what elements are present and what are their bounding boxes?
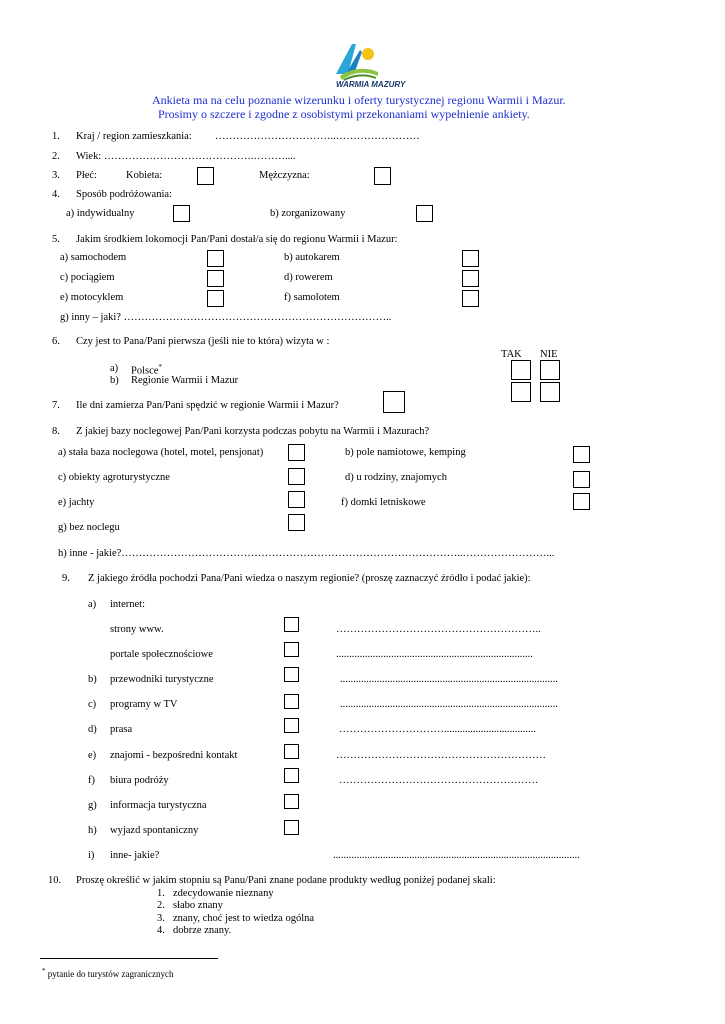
- q9-www-checkbox[interactable]: [284, 617, 299, 632]
- q3-male-label: Mężczyzna:: [259, 170, 310, 181]
- q9-item-marker: d): [88, 724, 97, 735]
- q5-option-a: a) samochodem: [60, 252, 127, 263]
- q9-item-label: inne- jakie?: [110, 850, 160, 861]
- q8-label: Z jakiej bazy noclegowej Pan/Pani korzysta podczas pobytu na Warmii i Mazurach?: [76, 426, 430, 437]
- intro-line-2: Prosimy o szczere i zgodne z osobistymi przekonaniami wypełnienie ankiety.: [158, 107, 530, 121]
- q9-item-marker: a): [88, 599, 97, 610]
- q8-c-checkbox[interactable]: [288, 468, 305, 485]
- q5-label: Jakim środkiem lokomocji Pan/Pani dostał/a się do regionu Warmii i Mazur:: [76, 234, 398, 245]
- q3-female-checkbox[interactable]: [197, 167, 214, 185]
- q9-item-marker: b): [88, 674, 97, 685]
- q5-d-checkbox[interactable]: [462, 270, 479, 287]
- footnote-marker: *: [158, 363, 162, 371]
- q6-a-label: Polsce*: [131, 363, 162, 377]
- q8-g-checkbox[interactable]: [288, 514, 305, 531]
- q8-option-a: a) stała baza noclegowa (hotel, motel, pensjonat): [58, 447, 264, 458]
- q6-label: Czy jest to Pana/Pani pierwsza (jeśli nie to która) wizyta w :: [76, 336, 330, 347]
- q6-number: 6.: [52, 336, 60, 347]
- q3-label: Płeć:: [76, 170, 97, 181]
- q8-option-f: f) domki letniskowe: [341, 497, 426, 508]
- q5-option-e: e) motocyklem: [60, 292, 124, 303]
- q8-f-checkbox[interactable]: [573, 493, 590, 510]
- q6-b-yes-box[interactable]: [511, 382, 531, 402]
- q9-item-label: informacja turystyczna: [110, 800, 207, 811]
- q5-option-d: d) rowerem: [284, 272, 333, 283]
- q9-item-label: znajomi - bezpośredni kontakt: [110, 750, 238, 761]
- q9-item-label: prasa: [110, 724, 133, 735]
- q6-a-marker: a): [110, 363, 119, 374]
- q8-b-checkbox[interactable]: [573, 446, 590, 463]
- q9-number: 9.: [62, 573, 70, 584]
- q8-option-d: d) u rodziny, znajomych: [345, 472, 447, 483]
- q10-scale-text: słabo znany: [173, 900, 223, 911]
- q9-spontaneous-checkbox[interactable]: [284, 820, 299, 835]
- q6-b-label: Regionie Warmii i Mazur: [131, 375, 239, 386]
- q9-guides-checkbox[interactable]: [284, 667, 299, 682]
- q6-no-header: NIE: [540, 349, 558, 360]
- q5-e-checkbox[interactable]: [207, 290, 224, 307]
- q10-scale-number: 3.: [157, 913, 165, 924]
- q6-b-no-box[interactable]: [540, 382, 560, 402]
- q8-option-h[interactable]: h) inne - jakie?……………………………………………………………………………………..……………………...: [58, 548, 555, 559]
- q7-number: 7.: [52, 400, 60, 411]
- q9-item-label: portale społecznościowe: [110, 649, 213, 660]
- svg-text:WARMIA MAZURY: WARMIA MAZURY: [336, 80, 406, 89]
- q6-a-no-box[interactable]: [540, 360, 560, 380]
- q5-c-checkbox[interactable]: [207, 270, 224, 287]
- q2-label[interactable]: Wiek: …………………………………….………....: [76, 151, 296, 162]
- q5-option-f: f) samolotem: [284, 292, 340, 303]
- intro-line-1: Ankieta ma na celu poznanie wizerunku i oferty turystycznej regionu Warmii i Mazur.: [152, 93, 566, 107]
- q5-option-g[interactable]: g) inny – jaki? …………………………………………………………………..: [60, 312, 392, 323]
- q9-answer-line[interactable]: …………………………………………………..: [336, 624, 541, 635]
- q9-item-marker: h): [88, 825, 97, 836]
- footnote: * pytanie do turystów zagranicznych: [42, 967, 174, 979]
- q9-answer-line[interactable]: ……………………………………………………: [336, 750, 546, 761]
- q8-option-g: g) bez noclegu: [58, 522, 120, 533]
- q3-male-checkbox[interactable]: [374, 167, 391, 185]
- warmia-mazury-logo: [332, 40, 406, 96]
- q10-scale-number: 4.: [157, 925, 165, 936]
- q8-option-e: e) jachty: [58, 497, 95, 508]
- q6-a-yes-box[interactable]: [511, 360, 531, 380]
- q10-scale-text: zdecydowanie nieznany: [173, 888, 274, 899]
- q4-option-a: a) indywidualny: [66, 208, 135, 219]
- q7-label: Ile dni zamierza Pan/Pani spędzić w regionie Warmii i Mazur?: [76, 400, 339, 411]
- q5-option-c: c) pociągiem: [60, 272, 115, 283]
- q5-number: 5.: [52, 234, 60, 245]
- q2-number: 2.: [52, 151, 60, 162]
- q10-scale-text: znany, choć jest to wiedza ogólna: [173, 913, 315, 924]
- q5-f-checkbox[interactable]: [462, 290, 479, 307]
- q9-answer-line[interactable]: ...................................................................................: [340, 674, 558, 685]
- q9-item-label: internet:: [110, 599, 145, 610]
- q9-item-marker: f): [88, 775, 95, 786]
- q9-tv-checkbox[interactable]: [284, 694, 299, 709]
- q10-scale-text: dobrze znany.: [173, 925, 232, 936]
- q9-answer-line[interactable]: ..............................................................................................: [333, 850, 580, 861]
- q6-b-marker: b): [110, 375, 119, 386]
- q9-item-marker: i): [88, 850, 95, 861]
- q5-b-checkbox[interactable]: [462, 250, 479, 267]
- q4-a-checkbox[interactable]: [173, 205, 190, 222]
- q9-friends-checkbox[interactable]: [284, 744, 299, 759]
- q1-answer-line[interactable]: ……………………………..……………………: [215, 131, 420, 142]
- q9-answer-line[interactable]: …………………………...................................: [339, 724, 536, 735]
- q9-info-checkbox[interactable]: [284, 794, 299, 809]
- q10-number: 10.: [48, 875, 62, 886]
- q9-item-label: strony www.: [110, 624, 164, 635]
- q8-option-b: b) pole namiotowe, kemping: [345, 447, 466, 458]
- q9-answer-line[interactable]: ...........................................................................: [336, 649, 533, 660]
- q9-item-marker: e): [88, 750, 97, 761]
- q4-b-checkbox[interactable]: [416, 205, 433, 222]
- q9-item-marker: g): [88, 800, 97, 811]
- q9-item-label: programy w TV: [110, 699, 178, 710]
- q9-item-label: przewodniki turystyczne: [110, 674, 214, 685]
- q1-number: 1.: [52, 131, 60, 142]
- q4-label: Sposób podróżowania:: [76, 189, 172, 200]
- q4-number: 4.: [52, 189, 60, 200]
- q9-social-checkbox[interactable]: [284, 642, 299, 657]
- q8-option-c: c) obiekty agroturystyczne: [58, 472, 170, 483]
- q9-agencies-checkbox[interactable]: [284, 768, 299, 783]
- footnote-divider: [40, 958, 218, 959]
- q1-label: Kraj / region zamieszkania:: [76, 131, 192, 142]
- q9-item-marker: c): [88, 699, 97, 710]
- q10-scale-number: 2.: [157, 900, 165, 911]
- q8-a-checkbox[interactable]: [288, 444, 305, 461]
- q5-a-checkbox[interactable]: [207, 250, 224, 267]
- q5-option-b: b) autokarem: [284, 252, 340, 263]
- q3-number: 3.: [52, 170, 60, 181]
- q9-item-label: biura podróży: [110, 775, 169, 786]
- q10-scale-number: 1.: [157, 888, 165, 899]
- q9-label: Z jakiego źródła pochodzi Pana/Pani wiedza o naszym regionie? (proszę zaznaczyć źródło i podać jakie):: [88, 573, 531, 584]
- q8-e-checkbox[interactable]: [288, 491, 305, 508]
- q8-d-checkbox[interactable]: [573, 471, 590, 488]
- q9-answer-line[interactable]: ...................................................................................: [340, 699, 558, 710]
- q9-answer-line[interactable]: …………………………………………………: [339, 775, 539, 786]
- q6-yes-header: TAK: [501, 349, 522, 360]
- q7-days-box[interactable]: [383, 391, 405, 413]
- q4-option-b: b) zorganizowany: [270, 208, 346, 219]
- q9-item-label: wyjazd spontaniczny: [110, 825, 199, 836]
- q3-female-label: Kobieta:: [126, 170, 163, 181]
- q8-number: 8.: [52, 426, 60, 437]
- q10-label: Proszę określić w jakim stopniu są Panu/Pani znane podane produkty według poniżej podanej skali:: [76, 875, 496, 886]
- q9-press-checkbox[interactable]: [284, 718, 299, 733]
